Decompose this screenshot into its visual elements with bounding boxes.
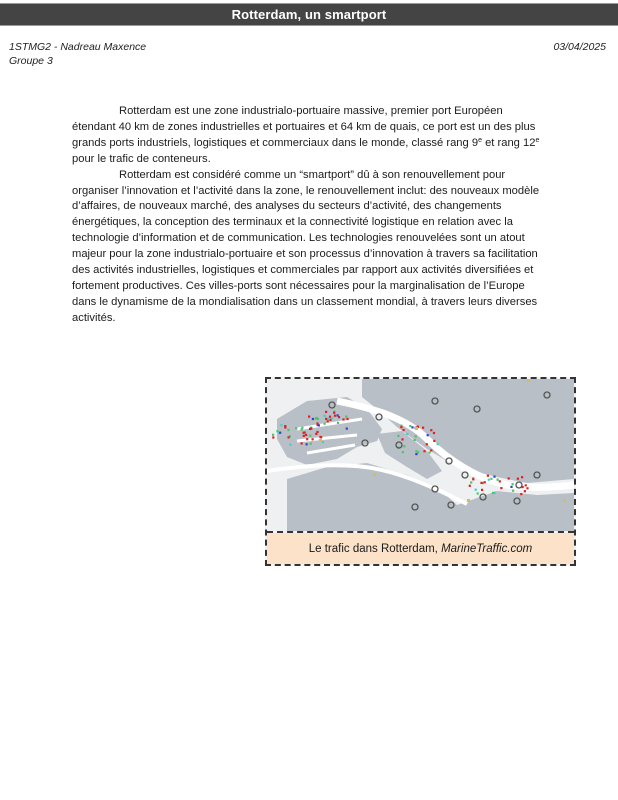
ship-marker bbox=[319, 436, 321, 438]
ship-marker bbox=[426, 443, 428, 445]
ship-marker bbox=[477, 492, 479, 494]
ship-marker bbox=[512, 490, 514, 492]
ship-marker bbox=[325, 411, 327, 413]
body-text bbox=[72, 104, 542, 327]
ship-marker bbox=[400, 426, 402, 428]
paragraph-2: Rotterdam est considéré comme un “smartport” dû à son renouvellement pour organiser l’innovation et l’activité dans la zone, le renouvellement inclut: des nouveaux modèle d’affaires, de nouveaux marché, des analyses du secteurs d’activité, des changements énergétiques, la conception des terminaux et la connectivité logistique en relation avec la technologie d’information et de communication. Les technologies renouvelées sont un atout majeur pour la zone industrialo-portuaire et son processus d’innovation à travers sa facilitation des activités industrielles, logistiques et commerciales par rapport aux activités diversifiées et fortement productives. Ces villes-ports sont nécessaires pour la marginalisation de l’Europe dans le dynamisme de la mondialisation dans un classement mondial, à travers leurs diverses activités. bbox=[72, 168, 540, 324]
ship-marker bbox=[312, 418, 314, 420]
caption-text: Le trafic dans Rotterdam, bbox=[308, 542, 438, 555]
ship-marker bbox=[280, 424, 282, 426]
ship-marker bbox=[342, 418, 344, 420]
ship-marker bbox=[481, 489, 483, 491]
p1-text: pour le trafic de conteneurs. bbox=[72, 152, 211, 165]
anchor-marker bbox=[319, 439, 322, 442]
ship-marker bbox=[284, 426, 286, 428]
map-image bbox=[267, 379, 574, 531]
ship-marker bbox=[512, 483, 514, 485]
ship-marker bbox=[331, 417, 333, 419]
ship-marker bbox=[325, 418, 327, 420]
date: 03/04/2025 bbox=[553, 41, 606, 53]
ship-marker bbox=[301, 428, 303, 430]
ship-marker bbox=[312, 438, 314, 440]
ship-marker bbox=[433, 432, 435, 434]
superscript: e bbox=[478, 136, 482, 144]
ship-marker bbox=[346, 428, 348, 430]
ship-marker bbox=[272, 436, 274, 438]
ship-marker bbox=[500, 487, 502, 489]
anchor-marker bbox=[467, 499, 470, 502]
ship-marker bbox=[272, 434, 274, 436]
ship-marker bbox=[484, 481, 486, 483]
ship-marker bbox=[406, 433, 408, 435]
ship-marker bbox=[346, 418, 348, 420]
ship-marker bbox=[433, 440, 435, 442]
ship-marker bbox=[289, 444, 291, 446]
ship-marker bbox=[490, 478, 492, 480]
ship-marker bbox=[316, 431, 318, 433]
ship-marker bbox=[333, 412, 335, 414]
ship-marker bbox=[337, 422, 339, 424]
ship-marker bbox=[337, 414, 339, 416]
ship-marker bbox=[510, 486, 512, 488]
ship-marker bbox=[305, 434, 307, 436]
caption-source: MarineTraffic.com bbox=[441, 542, 533, 555]
anchor-marker bbox=[527, 379, 530, 382]
ship-marker bbox=[492, 492, 494, 494]
superscript: e bbox=[535, 136, 540, 144]
ship-marker bbox=[303, 435, 305, 437]
ship-marker bbox=[521, 476, 523, 478]
ship-marker bbox=[403, 429, 405, 431]
ship-marker bbox=[525, 484, 527, 486]
ship-marker bbox=[497, 479, 499, 481]
ship-marker bbox=[493, 476, 495, 478]
ship-marker bbox=[324, 423, 326, 425]
ship-marker bbox=[310, 443, 312, 445]
ship-marker bbox=[409, 425, 411, 427]
ship-marker bbox=[323, 415, 325, 417]
ship-marker bbox=[508, 477, 510, 479]
group-line: Groupe 3 bbox=[9, 55, 53, 67]
ship-marker bbox=[279, 432, 281, 434]
ship-marker bbox=[430, 449, 432, 451]
ship-marker bbox=[437, 443, 439, 445]
ship-marker bbox=[411, 426, 413, 428]
figure-caption bbox=[267, 533, 574, 564]
title-bar bbox=[0, 3, 618, 26]
paragraph-1 bbox=[72, 104, 542, 168]
ship-marker bbox=[429, 451, 431, 453]
ship-marker bbox=[288, 436, 290, 438]
ship-marker bbox=[470, 481, 472, 483]
ship-marker bbox=[402, 451, 404, 453]
ship-marker bbox=[520, 493, 522, 495]
ship-marker bbox=[276, 430, 278, 432]
ship-marker bbox=[301, 442, 303, 444]
p1-text: Rotterdam est une zone industrialo-portuaire massive, premier port Européen étendant 40 km de zones industrielles et portuaires et 64 km de quais, ce port est un des plus grands ports industriels, logistiques et commerciaux dans le monde, classé rang 9 bbox=[72, 105, 536, 149]
page-title: Rotterdam, un smartport bbox=[231, 7, 387, 22]
ship-marker bbox=[423, 450, 425, 452]
ship-marker bbox=[475, 489, 477, 491]
ship-marker bbox=[304, 431, 306, 433]
ship-marker bbox=[329, 416, 331, 418]
author-line: 1STMG2 - Nadreau Maxence bbox=[9, 41, 147, 53]
ship-marker bbox=[401, 438, 403, 440]
ship-marker bbox=[472, 478, 474, 480]
ship-marker bbox=[315, 433, 317, 435]
ship-marker bbox=[499, 480, 501, 482]
ship-marker bbox=[415, 435, 417, 437]
ship-marker bbox=[309, 435, 311, 437]
ship-marker bbox=[287, 429, 289, 431]
author-block bbox=[9, 40, 146, 68]
anchor-marker bbox=[563, 499, 566, 502]
anchor-marker bbox=[373, 473, 376, 476]
ship-marker bbox=[488, 479, 490, 481]
marine-traffic-map bbox=[267, 379, 574, 533]
ship-marker bbox=[310, 428, 312, 430]
ship-marker bbox=[295, 427, 297, 429]
ship-marker bbox=[316, 417, 318, 419]
ship-marker bbox=[306, 443, 308, 445]
ship-marker bbox=[403, 445, 405, 447]
anchor-marker bbox=[415, 427, 418, 430]
ship-marker bbox=[322, 441, 324, 443]
figure-box bbox=[265, 377, 576, 566]
ship-marker bbox=[524, 490, 526, 492]
ship-marker bbox=[469, 485, 471, 487]
ship-marker bbox=[526, 487, 528, 489]
ship-marker bbox=[480, 482, 482, 484]
ship-marker bbox=[308, 416, 310, 418]
ship-marker bbox=[334, 415, 336, 417]
ship-marker bbox=[414, 439, 416, 441]
ship-marker bbox=[427, 434, 429, 436]
ship-marker bbox=[345, 416, 347, 418]
ship-marker bbox=[517, 478, 519, 480]
ship-marker bbox=[487, 475, 489, 477]
p1-text: et rang 12 bbox=[481, 136, 536, 149]
ship-marker bbox=[422, 427, 424, 429]
ship-marker bbox=[430, 429, 432, 431]
ship-marker bbox=[318, 424, 320, 426]
ship-marker bbox=[306, 438, 308, 440]
ship-marker bbox=[327, 420, 329, 422]
ship-marker bbox=[415, 453, 417, 455]
ship-marker bbox=[397, 435, 399, 437]
